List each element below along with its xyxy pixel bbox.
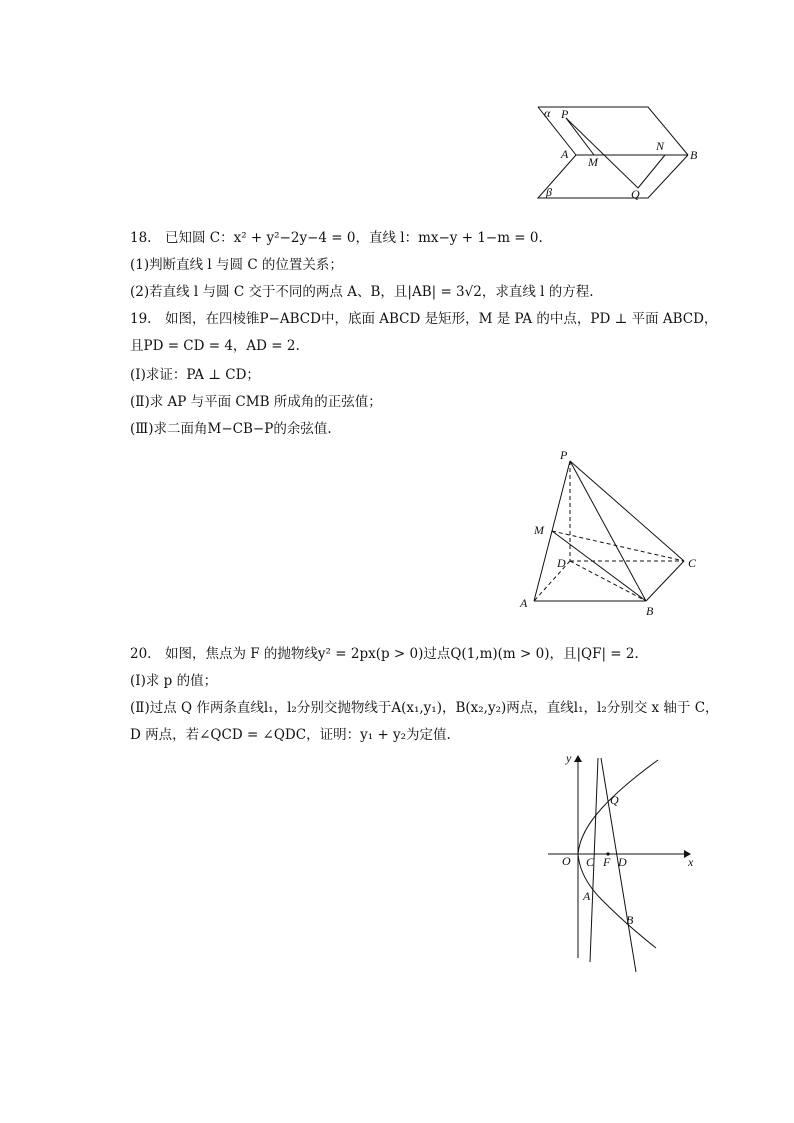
label-B: B xyxy=(626,913,634,927)
q19-stem: 19. 如图，在四棱锥P−ABCD中，底面 ABCD 是矩形，M 是 PA 的中点，PD ⊥ 平面 ABCD， xyxy=(130,311,718,327)
label-P: P xyxy=(561,107,569,121)
label-P: P xyxy=(560,448,568,462)
label-C: C xyxy=(688,556,697,570)
edge-PC xyxy=(570,461,684,561)
planes-figure xyxy=(530,100,710,205)
label-F: F xyxy=(603,855,611,869)
q20-part1: (Ⅰ)求 p 的值； xyxy=(130,673,218,689)
label-N: N xyxy=(656,139,665,153)
segment-MB xyxy=(552,531,646,601)
q19-part1: (Ⅰ)求证：PA ⊥ CD； xyxy=(130,367,260,383)
parabola-figure xyxy=(540,748,710,978)
q19-stem-2: 且PD = CD = 4，AD = 2. xyxy=(130,338,300,354)
label-Q: Q xyxy=(610,793,619,807)
q19-part2: (Ⅱ)求 AP 与平面 CMB 所成角的正弦值； xyxy=(130,394,382,410)
label-M: M xyxy=(588,155,598,169)
label-B: B xyxy=(646,604,654,618)
label-M: M xyxy=(534,523,544,537)
pyramid-figure xyxy=(510,445,710,620)
q18-stem: 18. 已知圆 C：x² + y²−2y−4 = 0，直线 l：mx−y + 1−m = 0. xyxy=(130,230,543,246)
label-D: D xyxy=(557,556,566,570)
q20-part3: D 两点，若∠QCD = ∠QDC，证明：y₁ + y₂为定值. xyxy=(130,727,451,743)
segment-PQ xyxy=(566,118,638,188)
edge-PB xyxy=(570,461,646,601)
label-O: O xyxy=(562,854,571,868)
q18-part1: (1)判断直线 l 与圆 C 的位置关系； xyxy=(130,257,343,273)
label-D: D xyxy=(618,855,627,869)
label-A: A xyxy=(583,889,591,903)
q18-part2: (2)若直线 l 与圆 C 交于不同的两点 A、B，且|AB| = 3√2，求直线 l 的方程. xyxy=(130,284,594,300)
label-x: x xyxy=(688,855,694,869)
label-Q: Q xyxy=(631,187,640,201)
label-A: A xyxy=(520,596,528,610)
edge-BC xyxy=(646,561,684,601)
q20-part2: (Ⅱ)过点 Q 作两条直线l₁，l₂分别交抛物线于A(x₁,y₁)，B(x₂,y₂)两点，直线l₁，l₂分别交 x 轴于 C， xyxy=(130,700,719,716)
label-alpha: α xyxy=(544,106,551,120)
q20-stem: 20. 如图，焦点为 F 的抛物线y² = 2px(p > 0)过点Q(1,m)(m > 0)，且|QF| = 2. xyxy=(130,646,639,662)
label-C: C xyxy=(586,855,595,869)
segment-NQ xyxy=(638,155,665,188)
plane-beta-outline xyxy=(538,155,688,198)
label-y: y xyxy=(566,751,572,765)
segment-P-M xyxy=(566,118,594,155)
label-A: A xyxy=(561,147,569,161)
q19-part3: (Ⅲ)求二面角M−CB−P的余弦值. xyxy=(130,421,332,437)
label-B: B xyxy=(690,148,698,162)
label-beta: β xyxy=(546,185,552,199)
